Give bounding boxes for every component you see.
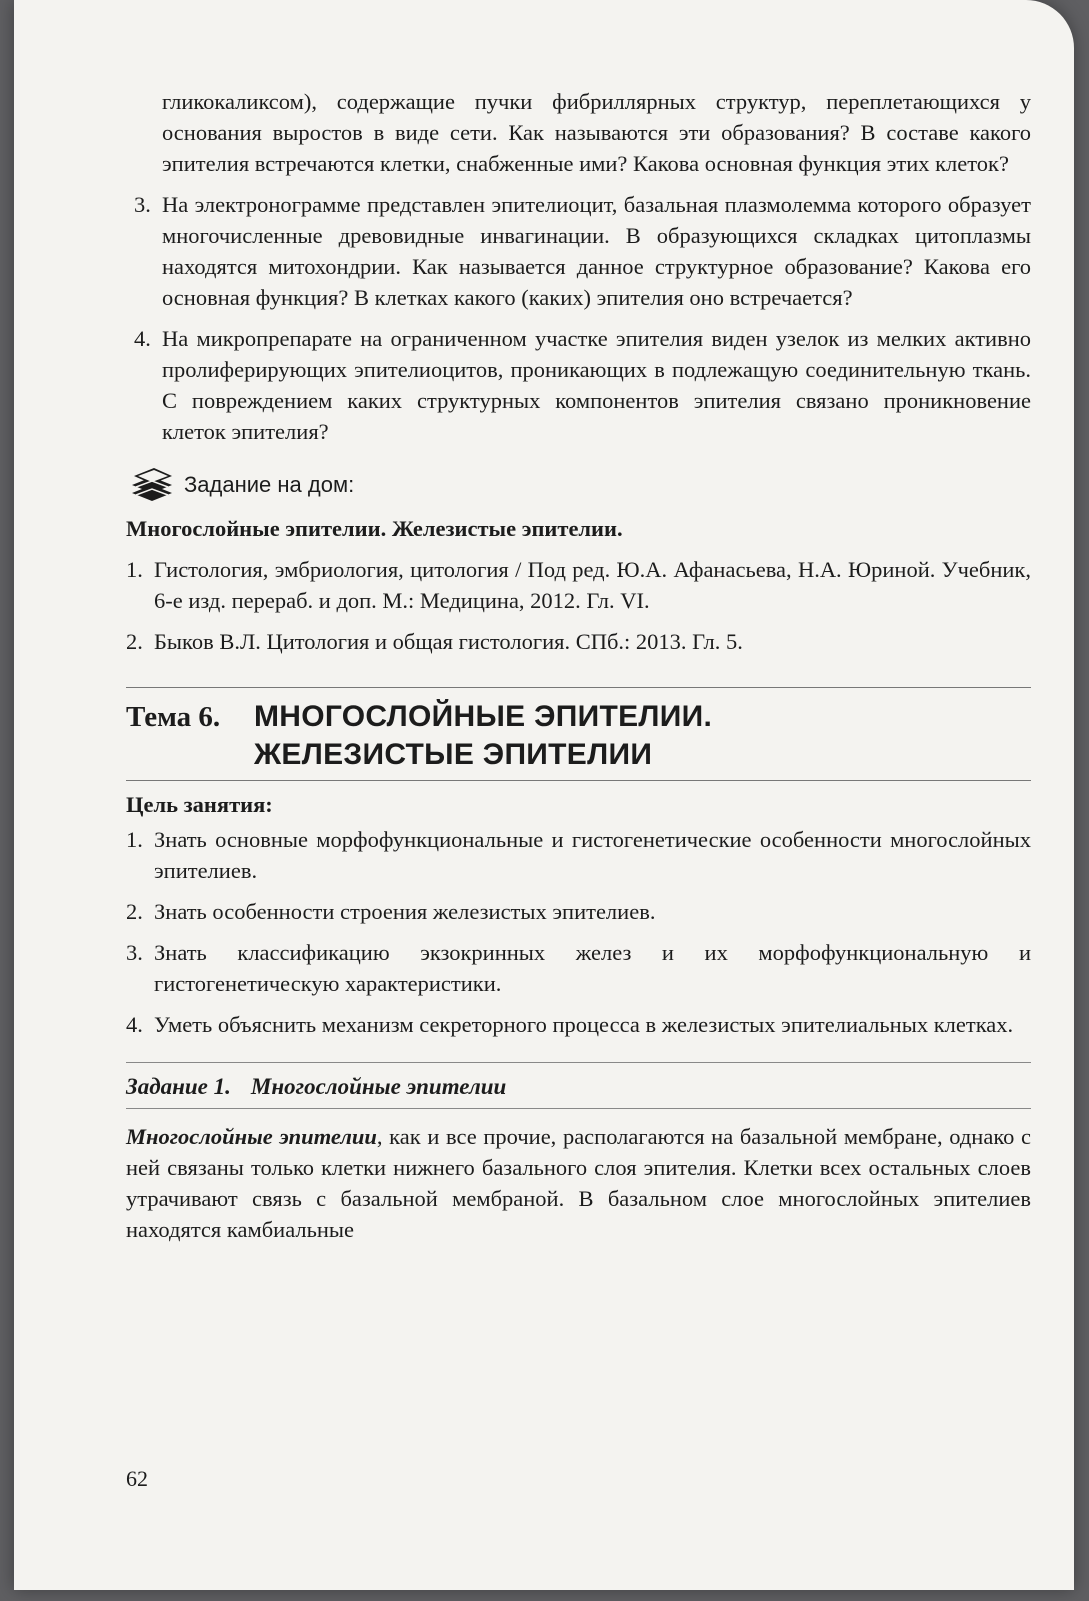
topic-label: Тема 6. xyxy=(126,701,221,733)
homework-title: Многослойные эпителии. Железистые эпителии. xyxy=(126,516,623,541)
body-text: , как и все прочие, располагаются на базальной мембране, однако с ней связаны только клетки нижнего базального слоя эпителия. Клетки всех остальных слоев утрачивают связь с базальной мембраной. В базальном слое многослойных эпителиев находятся камбиальные xyxy=(126,1124,1032,1242)
reference-list xyxy=(126,554,1031,657)
homework-label: Задание на дом: xyxy=(184,471,355,497)
reference-number: 1. xyxy=(126,557,143,582)
book-page xyxy=(14,0,1074,1590)
task-bottom-rule xyxy=(126,1108,1031,1109)
page-number: 62 xyxy=(126,1466,148,1491)
goal-item xyxy=(126,824,1031,886)
reference-item xyxy=(126,626,1031,657)
question-number: 4. xyxy=(134,326,151,351)
question-item xyxy=(126,189,1031,313)
reference-number: 2. xyxy=(126,629,143,654)
goal-item xyxy=(126,896,1031,927)
goal-number: 2. xyxy=(126,899,143,924)
goal-text: Уметь объяснить механизм секреторного процесса в железистых эпителиальных клетках. xyxy=(154,1012,1014,1037)
question-number: 3. xyxy=(134,192,151,217)
homework-header xyxy=(126,463,1031,505)
topic-heading xyxy=(126,688,1031,780)
question-text: На микропрепарате на ограниченном участке эпителия виден узелок из мелких активно пролиферирующих эпителиоцитов, проникающих в подлежащую соединительную ткань. С повреждением каких структурных компонентов эпителия связано проникновение клеток эпителия? xyxy=(162,326,1031,444)
goal-number: 1. xyxy=(126,827,143,852)
body-paragraph xyxy=(126,1121,1031,1245)
goal-number: 4. xyxy=(126,1012,143,1037)
topic-title-line-2: ЖЕЛЕЗИСТЫЕ ЭПИТЕЛИИ xyxy=(254,738,653,771)
question-text: На электронограмме представлен эпителиоцит, базальная плазмолемма которого образует многочисленные древовидные инвагинации. В образующихся складках цитоплазмы находятся митохондрии. Как называется данное структурное образование? Какова его основная функция? В клетках какого (каких) эпителия оно встречается? xyxy=(162,192,1031,310)
body-lead-term: Многослойные эпителии xyxy=(126,1124,377,1149)
goal-number: 3. xyxy=(126,940,143,965)
task-label: Задание 1. xyxy=(126,1074,231,1099)
topic-title-line-1: МНОГОСЛОЙНЫЕ ЭПИТЕЛИИ. xyxy=(254,700,713,733)
task-heading xyxy=(126,1063,1031,1108)
reference-text: Быков В.Л. Цитология и общая гистология. СПб.: 2013. Гл. 5. xyxy=(154,629,743,654)
page-content xyxy=(126,86,1031,1268)
topic-bottom-rule xyxy=(126,780,1031,781)
goal-item xyxy=(126,1009,1031,1040)
goal-text: Знать классификацию экзокринных желез и их морфофункциональную и гистогенетическую характеристики. xyxy=(154,940,1031,996)
task-title: Многослойные эпителии xyxy=(250,1074,507,1099)
goals-list xyxy=(126,824,1031,1040)
question-list xyxy=(126,189,1031,447)
reference-text: Гистология, эмбриология, цитология / Под ред. Ю.А. Афанасьева, Н.А. Юриной. Учебник, 6-е изд. перераб. и доп. М.: Медицина, 2012. Гл. VI. xyxy=(154,557,1031,613)
goal-item xyxy=(126,937,1031,999)
goal-text: Знать основные морфофункциональные и гистогенетические особенности многослойных эпителиев. xyxy=(154,827,1031,883)
goals-title: Цель занятия: xyxy=(126,792,273,817)
book-stack-icon xyxy=(126,463,178,505)
question-continuation: гликокаликсом), содержащие пучки фибриллярных структур, переплетающихся у основания выростов в виде сети. Как называются эти образования? В составе какого эпителия встречаются клетки, снабженные ими? Какова основная функция этих клеток? xyxy=(162,89,1031,176)
goal-text: Знать особенности строения железистых эпителиев. xyxy=(154,899,656,924)
question-item xyxy=(126,323,1031,447)
reference-item xyxy=(126,554,1031,616)
